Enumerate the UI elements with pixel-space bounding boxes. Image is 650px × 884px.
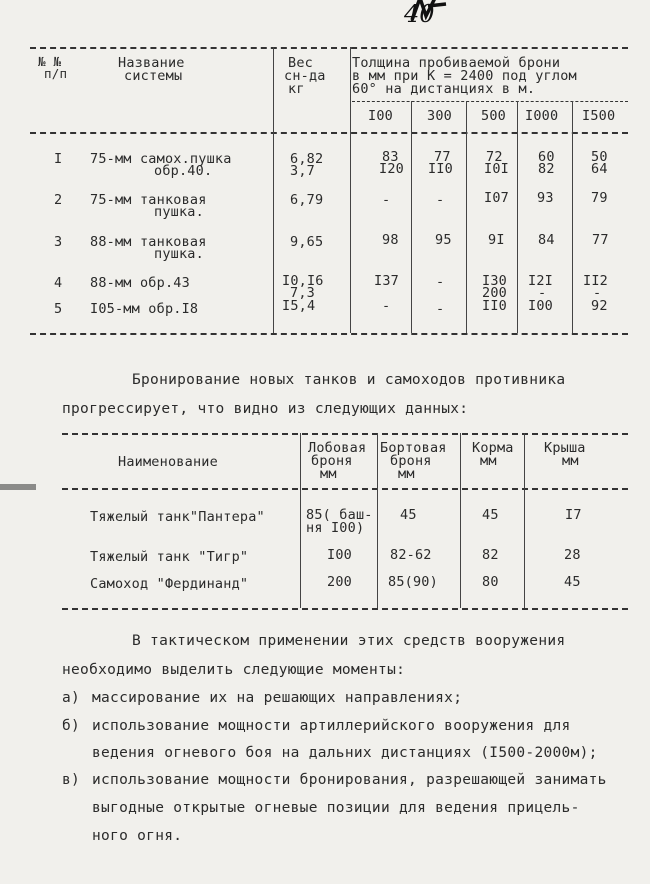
t1-row4-v1000-b: - — [538, 285, 547, 301]
hdr-dist-1500: I500 — [582, 108, 616, 124]
t1-row4-weight-1: I0,I6 — [282, 273, 324, 289]
t1-row5-v1500: 92 — [591, 298, 608, 314]
t1-row4-v500-b: 200 — [482, 285, 507, 301]
t2-hdr-rear-1: Корма — [472, 440, 514, 456]
t2-hdr-front-3: мм — [320, 466, 337, 482]
closing-line-2: необходимо выделить следующие моменты: — [62, 662, 406, 678]
t2-hdr-roof-2: мм — [562, 453, 579, 469]
t1-row1-name-2: обр.40. — [154, 163, 213, 179]
item-a-marker: а) — [62, 690, 81, 706]
t1-row5-name: I05-мм обр.I8 — [90, 301, 199, 317]
t1-row3-v1000: 84 — [538, 232, 555, 248]
t2-hdr-front-2: броня — [311, 453, 353, 469]
t1-row5-num: 5 — [54, 301, 63, 317]
t1-row1-weight-2: 3,7 — [290, 163, 315, 179]
t2-row1-side: 45 — [400, 507, 417, 523]
t1-row5-v100: - — [382, 298, 391, 314]
table1-bottom-rule — [30, 333, 628, 335]
t2-row3-front: 200 — [327, 574, 352, 590]
t2-row1-front-1: 85( баш- — [306, 507, 373, 523]
t2-hdr-rear-2: мм — [480, 453, 497, 469]
t1-row1-v300-b: II0 — [428, 161, 453, 177]
t2-row3-roof: 45 — [564, 574, 581, 590]
t1-row1-v100-a: 83 — [382, 149, 399, 165]
t2-row2-roof: 28 — [564, 547, 581, 563]
binding-edge-mark — [0, 484, 36, 490]
table1-header-rule — [30, 132, 628, 134]
t1-row1-name-1: 75-мм самох.пушка — [90, 151, 232, 167]
t2-row1-roof: I7 — [565, 507, 582, 523]
t2-row1-rear: 45 — [482, 507, 499, 523]
hdr-weight-3: кг — [288, 81, 305, 97]
t1-row2-v300: - — [436, 192, 445, 208]
hdr-dist-300: 300 — [427, 108, 452, 124]
t1-row1-v1000-a: 60 — [538, 149, 555, 165]
t1-row3-v100: 98 — [382, 232, 399, 248]
hdr-weight-2: сн-да — [284, 68, 326, 84]
t2-row2-rear: 82 — [482, 547, 499, 563]
t1-row2-name-1: 75-мм танковая — [90, 192, 207, 208]
closing-line-1: В тактическом применении этих средств вооружения — [132, 633, 566, 649]
t1-row5-v300: - — [436, 301, 445, 317]
t2-hdr-side-2: броня — [390, 453, 432, 469]
table2-header-rule — [62, 488, 628, 490]
t1-row4-num: 4 — [54, 275, 63, 291]
hdr-pen-1: Толщина пробиваемой брони — [352, 55, 561, 71]
table2-bottom-rule — [62, 608, 628, 610]
t1-row1-v500-a: 72 — [486, 149, 503, 165]
t1-row3-v500: 9I — [488, 232, 505, 248]
table2-vline-2 — [377, 433, 378, 608]
table1-vline-d2 — [466, 101, 467, 333]
item-c-line-2: выгодные открытые огневые позиции для ведения прицель- — [92, 800, 580, 816]
hdr-num-2: п/п — [44, 66, 68, 81]
t1-row1-v500-b: I0I — [484, 161, 509, 177]
table2-vline-3 — [460, 433, 461, 608]
t1-row4-v1000-a: I2I — [528, 273, 553, 289]
t2-row2-side: 82-62 — [390, 547, 432, 563]
item-b-marker: б) — [62, 718, 81, 734]
t1-row3-weight: 9,65 — [290, 234, 324, 250]
t1-row4-weight-2: 7,3 — [290, 285, 315, 301]
table1-distance-rule — [352, 101, 628, 102]
table2-vline-1 — [300, 433, 301, 608]
t2-hdr-name: Наименование — [118, 454, 218, 470]
t1-row3-name-1: 88-мм танковая — [90, 234, 207, 250]
t1-row1-v1000-b: 82 — [538, 161, 555, 177]
t1-row2-v1500: 79 — [591, 190, 608, 206]
t2-row3-name: Самоход "Фердинанд" — [90, 576, 249, 592]
t1-row1-v100-b: I20 — [379, 161, 404, 177]
hdr-name-1: Название — [118, 55, 185, 71]
hdr-name-2: системы — [124, 68, 183, 84]
t1-row1-v300-a: 77 — [434, 149, 451, 165]
hdr-weight-1: Вес — [288, 55, 313, 71]
t1-row3-num: 3 — [54, 234, 63, 250]
table2-top-rule — [62, 433, 628, 435]
hdr-dist-1000: I000 — [525, 108, 559, 124]
t1-row3-v1500: 77 — [592, 232, 609, 248]
hdr-dist-500: 500 — [481, 108, 506, 124]
t2-row3-side: 85(90) — [388, 574, 438, 590]
t1-row3-name-2: пушка. — [154, 246, 204, 262]
item-c-line-3: ного огня. — [92, 828, 183, 844]
page-mark-text: 40 — [404, 0, 435, 28]
t2-row2-name: Тяжелый танк "Тигр" — [90, 549, 249, 565]
intro-line-2: прогрессирует, что видно из следующих данных: — [62, 401, 469, 417]
item-a-line-1: массирование их на решающих направлениях; — [92, 690, 463, 706]
t2-row3-rear: 80 — [482, 574, 499, 590]
t1-row4-v1500-b: - — [593, 285, 602, 301]
t2-hdr-roof-1: Крыша — [544, 440, 586, 456]
t1-row5-v1000: I00 — [528, 298, 553, 314]
t1-row4-v300: - — [436, 274, 445, 290]
t1-row4-name: 88-мм обр.43 — [90, 275, 190, 291]
item-b-line-2: ведения огневого боя на дальних дистанциях (I500-2000м); — [92, 745, 598, 761]
t1-row5-v500: II0 — [482, 298, 507, 314]
hdr-pen-3: 60° на дистанциях в м. — [352, 81, 536, 97]
table1-vline-d1 — [411, 101, 412, 333]
t1-row1-v1500-a: 50 — [591, 149, 608, 165]
item-c-marker: в) — [62, 772, 81, 788]
t1-row4-v500-a: I30 — [482, 273, 507, 289]
t1-row1-v1500-b: 64 — [591, 161, 608, 177]
t2-hdr-side-3: мм — [398, 466, 415, 482]
t1-row1-num: I — [54, 151, 63, 167]
t1-row2-name-2: пушка. — [154, 204, 204, 220]
t1-row5-weight: I5,4 — [282, 298, 316, 314]
hdr-num-1: № № — [38, 54, 62, 69]
t2-row1-name: Тяжелый танк"Пантера" — [90, 509, 265, 525]
t1-row2-v100: - — [382, 192, 391, 208]
t1-row1-weight-1: 6,82 — [290, 151, 324, 167]
intro-line-1: Бронирование новых танков и самоходов противника — [132, 372, 566, 388]
hdr-dist-100: I00 — [368, 108, 393, 124]
t1-row4-v100: I37 — [374, 273, 399, 289]
t2-hdr-side-1: Бортовая — [380, 440, 447, 456]
item-c-line-1: использование мощности бронирования, разрешающей занимать — [92, 772, 607, 788]
table1-vline-pen — [350, 47, 351, 333]
t1-row3-v300: 95 — [435, 232, 452, 248]
t1-row2-v1000: 93 — [537, 190, 554, 206]
t1-row2-weight: 6,79 — [290, 192, 324, 208]
t2-row2-front: I00 — [327, 547, 352, 563]
hdr-pen-2: в мм при К = 2400 под углом — [352, 68, 577, 84]
t1-row4-v1500-a: II2 — [583, 273, 608, 289]
table2-vline-4 — [524, 433, 525, 608]
item-b-line-1: использование мощности артиллерийского вооружения для — [92, 718, 571, 734]
table1-vline-weight — [273, 47, 274, 333]
table1-vline-d3 — [517, 101, 518, 333]
table1-vline-d4 — [572, 101, 573, 333]
table1-top-rule — [30, 47, 628, 49]
t1-row2-v500: I07 — [484, 190, 509, 206]
t2-row1-front-2: ня I00) — [306, 520, 365, 536]
t1-row2-num: 2 — [54, 192, 63, 208]
handwritten-page-number — [300, 0, 470, 34]
t2-hdr-front-1: Лобовая — [308, 440, 367, 456]
